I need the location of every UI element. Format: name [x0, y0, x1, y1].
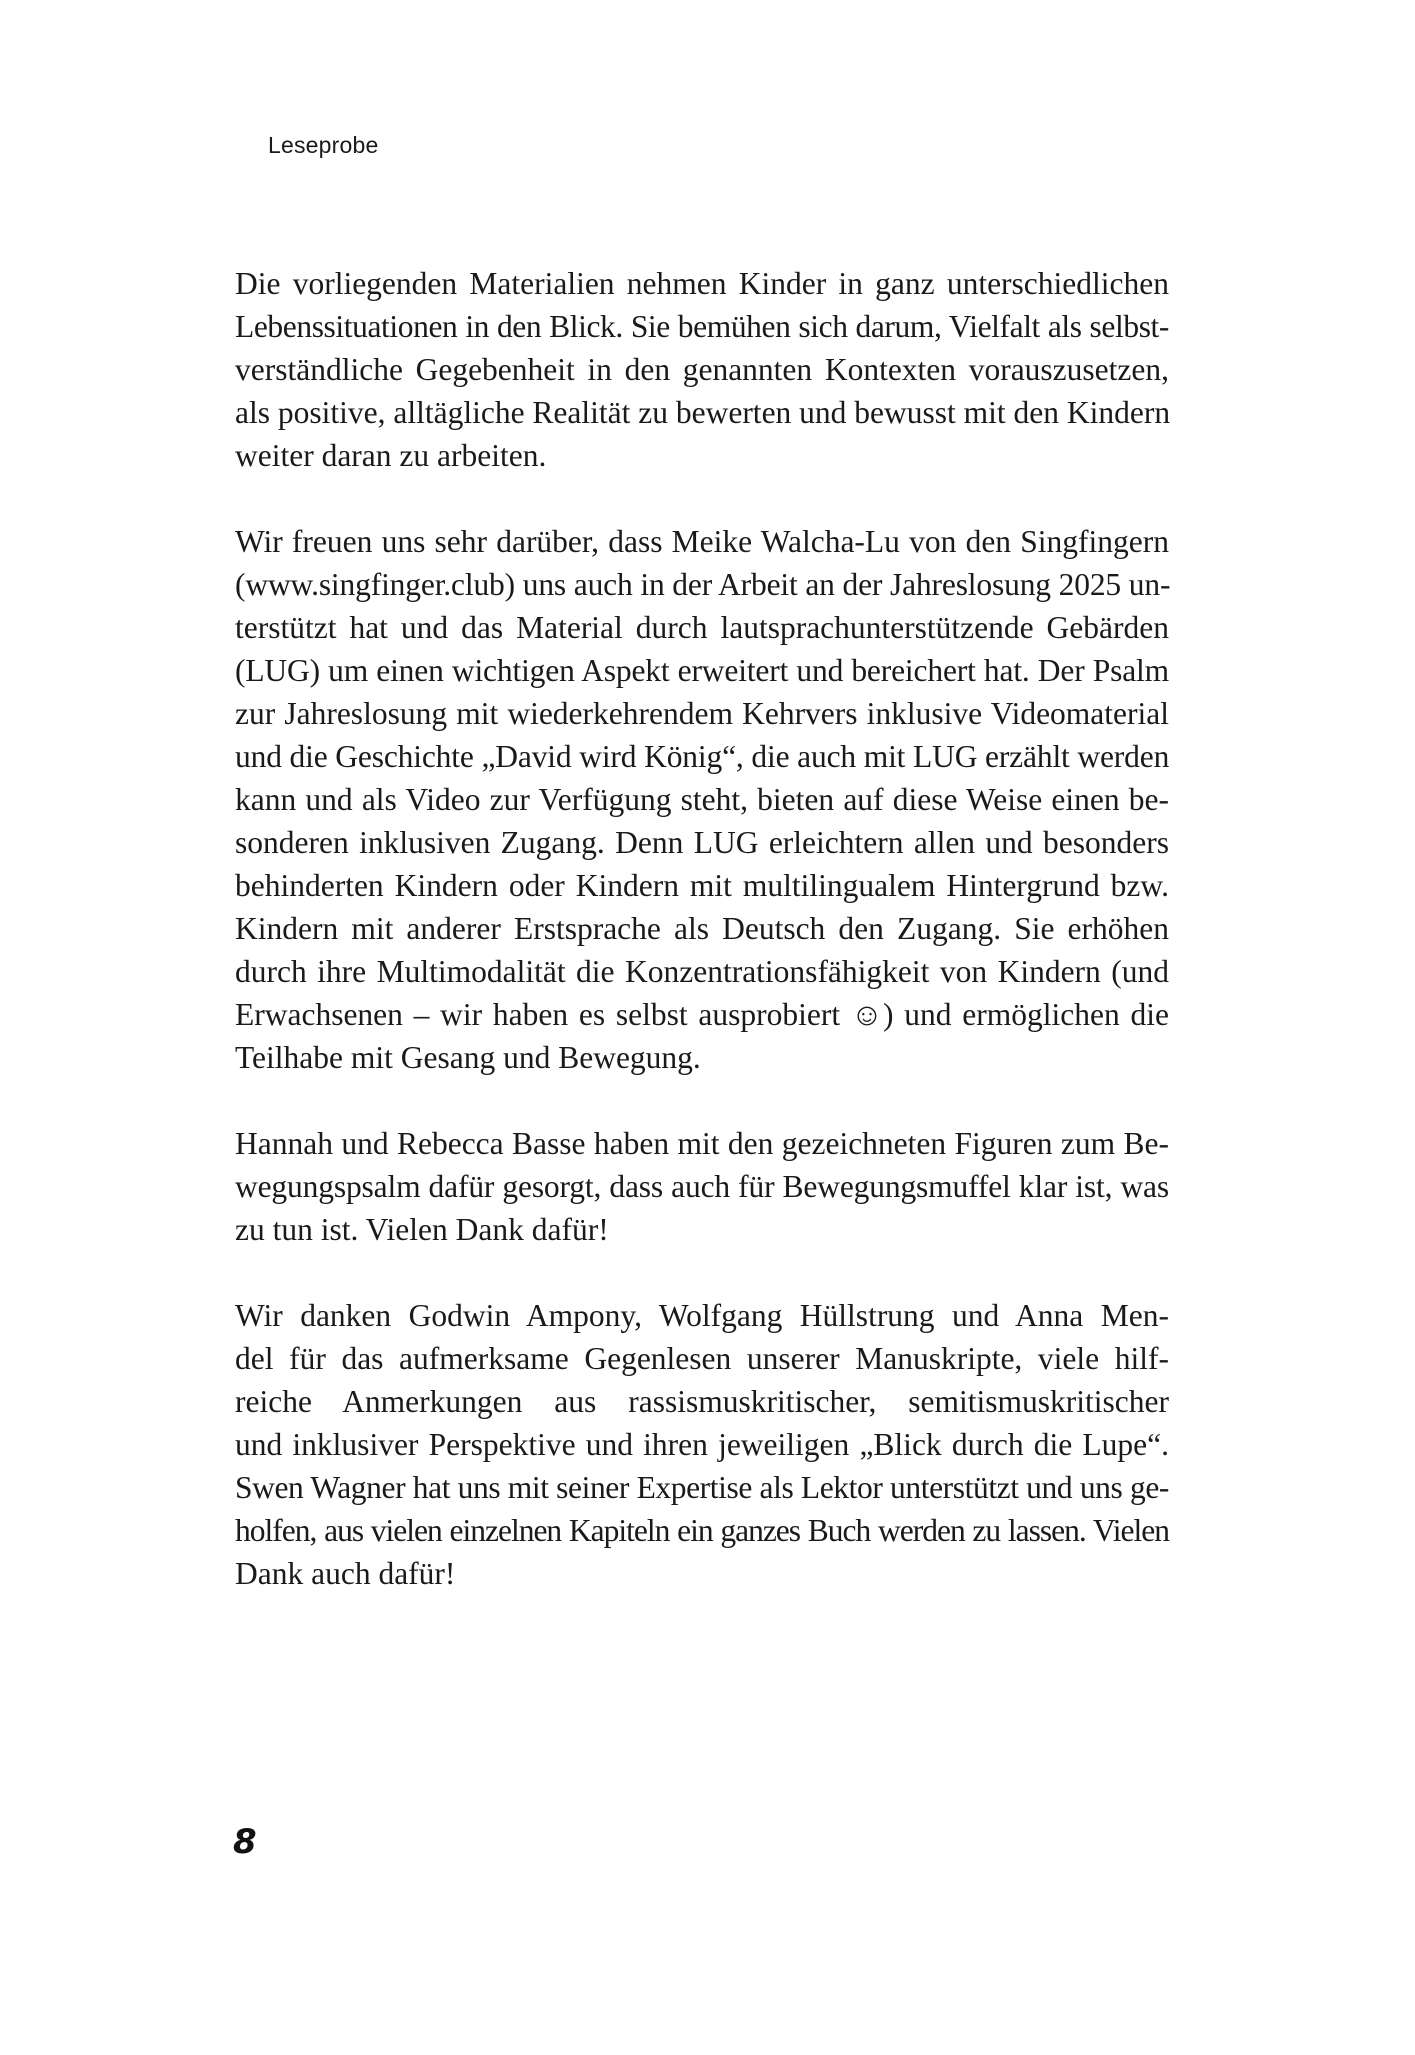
- text-line: holfen, aus vielen einzelnen Kapiteln ein ganzes Buch werden zu lassen. Vielen: [235, 1513, 1169, 1548]
- paragraph-gap: [235, 1079, 1169, 1122]
- text-line: Teilhabe mit Gesang und Bewegung.: [235, 1040, 701, 1075]
- paragraph-1: [235, 262, 1169, 477]
- text-line: reiche Anmerkungen aus rassismuskritischer, semitismuskritischer: [235, 1384, 1169, 1419]
- text-line: zur Jahreslosung mit wiederkehrendem Kehrvers inklusive Videomaterial: [235, 696, 1169, 731]
- text-line: Swen Wagner hat uns mit seiner Expertise als Lektor unterstützt und uns ge-: [235, 1470, 1169, 1505]
- text-line: behinderten Kindern oder Kindern mit multilingualem Hintergrund bzw.: [235, 868, 1169, 903]
- running-header: Leseprobe: [268, 132, 379, 158]
- text-line: Die vorliegenden Materialien nehmen Kinder in ganz unterschiedlichen: [235, 266, 1169, 301]
- paragraph-gap: [235, 1251, 1169, 1294]
- text-line: Wir danken Godwin Ampony, Wolfgang Hüllstrung und Anna Men-: [235, 1298, 1169, 1333]
- text-line: kann und als Video zur Verfügung steht, bieten auf diese Weise einen be-: [235, 782, 1169, 817]
- paragraph-2: [235, 520, 1169, 1079]
- text-line: Erwachsenen – wir haben es selbst ausprobiert ☺) und ermöglichen die: [235, 997, 1169, 1032]
- text-line: zu tun ist. Vielen Dank dafür!: [235, 1212, 609, 1247]
- text-line: Hannah und Rebecca Basse haben mit den gezeichneten Figuren zum Be-: [235, 1126, 1169, 1161]
- paragraph-4: [235, 1294, 1169, 1595]
- paragraph-3: [235, 1122, 1169, 1251]
- text-line: verständliche Gegebenheit in den genannten Kontexten vorauszusetzen,: [235, 352, 1169, 387]
- text-line: terstützt hat und das Material durch lautsprachunterstützende Gebärden: [235, 610, 1169, 645]
- text-line: sonderen inklusiven Zugang. Denn LUG erleichtern allen und besonders: [235, 825, 1169, 860]
- text-line: (www.singfinger.club) uns auch in der Arbeit an der Jahreslosung 2025 un-: [235, 567, 1171, 602]
- text-line: Wir freuen uns sehr darüber, dass Meike Walcha-Lu von den Singfingern: [235, 524, 1169, 559]
- text-line: wegungspsalm dafür gesorgt, dass auch für Bewegungsmuffel klar ist, was: [235, 1169, 1169, 1204]
- text-line: und inklusiver Perspektive und ihren jeweiligen „Blick durch die Lupe“.: [235, 1427, 1169, 1462]
- text-line: durch ihre Multimodalität die Konzentrationsfähigkeit von Kindern (und: [235, 954, 1169, 989]
- body-text: [235, 262, 1169, 1595]
- text-line: weiter daran zu arbeiten.: [235, 438, 547, 473]
- text-line: als positive, alltägliche Realität zu bewerten und bewusst mit den Kindern: [235, 395, 1171, 430]
- paragraph-gap: [235, 477, 1169, 520]
- text-line: (LUG) um einen wichtigen Aspekt erweitert und bereichert hat. Der Psalm: [235, 653, 1169, 688]
- text-line: Dank auch dafür!: [235, 1556, 456, 1591]
- text-line: del für das aufmerksame Gegenlesen unserer Manuskripte, viele hilf-: [235, 1341, 1169, 1376]
- page-number: 8: [233, 1822, 257, 1862]
- text-line: Lebenssituationen in den Blick. Sie bemühen sich darum, Vielfalt als selbst-: [235, 309, 1169, 344]
- text-line: Kindern mit anderer Erstsprache als Deutsch den Zugang. Sie erhöhen: [235, 911, 1169, 946]
- text-line: und die Geschichte „David wird König“, die auch mit LUG erzählt werden: [235, 739, 1170, 774]
